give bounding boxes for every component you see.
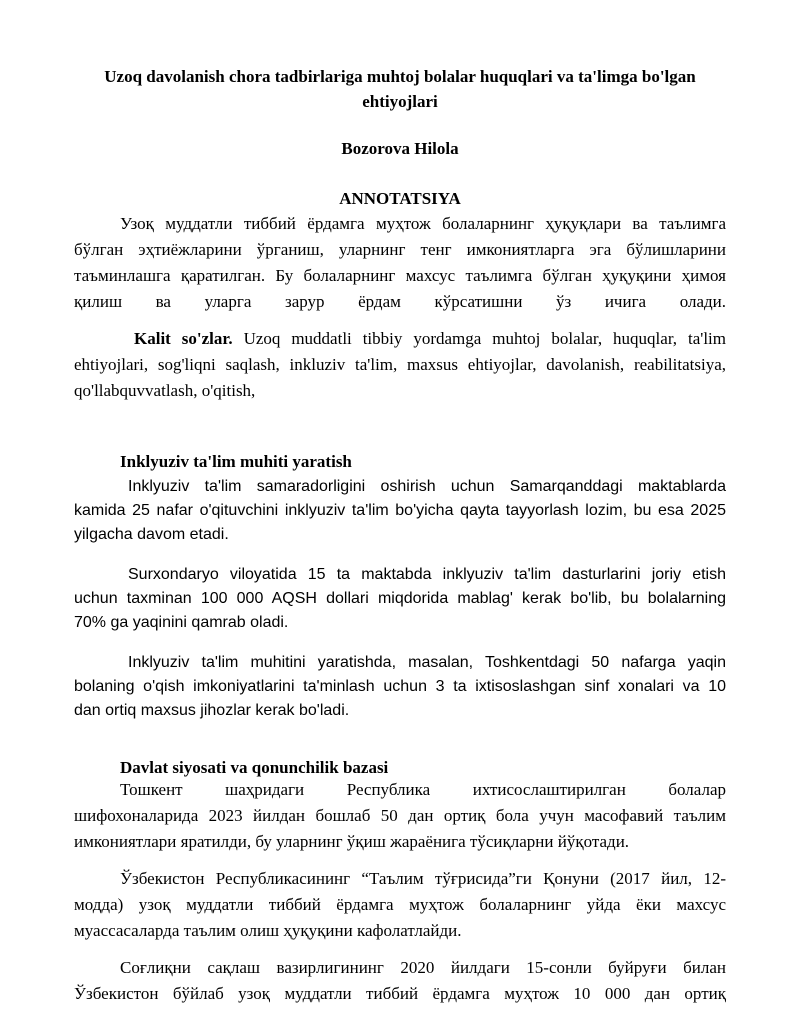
title-line-1: Uzoq davolanish chora tadbirlariga muhtoj bolalar huquqlari va ta'limga bo'lgan (104, 67, 696, 86)
paragraph-line: Inklyuziv ta'lim samaradorligini oshirish uchun Samarqanddagi maktablarda (128, 478, 726, 495)
paragraph-line: yilgacha davom etadi. (74, 526, 229, 543)
paragraph-line: шифохоналарида 2023 йилдан бошлаб 50 дан ортиқ бола учун масофавий таълим (74, 806, 726, 825)
section1-paragraph (74, 563, 726, 635)
paragraph-line: Тошкент шаҳридаги Республика ихтисослаштирилган болалар (120, 780, 726, 799)
section1-paragraph (74, 475, 726, 547)
paragraph-line: kamida 25 nafar o'qituvchini inklyuziv ta'lim bo'yicha qayta tayyorlash lozim, bu esa 2025 (74, 502, 726, 519)
section2-paragraph (74, 866, 726, 944)
paragraph-line: dan ortiq maxsus jihozlar kerak bo'ladi. (74, 702, 350, 719)
keywords-line: ehtiyojlari, sog'liqni saqlash, inkluziv ta'lim, maxsus ehtiyojlar, davolanish, reabilitatsiya, (74, 355, 726, 374)
paragraph-line: Ўзбекистон бўйлаб узоқ муддатли тиббий ёрдамга муҳтож 10 000 дан ортиқ (74, 984, 726, 1003)
author-name: Bozorova Hilola (341, 139, 459, 158)
annotation-heading: ANNOTATSIYA (339, 189, 461, 208)
paragraph-line: муассасаларда таълим олиш ҳуқуқини кафолатлайди. (74, 921, 462, 940)
annotation-line: Узоқ муддатли тиббий ёрдамга муҳтож болаларнинг ҳуқуқлари ва таълимга (120, 214, 726, 233)
paragraph-line: Surxondaryo viloyatida 15 ta maktabda inklyuziv ta'lim dasturlarini joriy etish (128, 566, 726, 583)
section-heading-inclusive: Inklyuziv ta'lim muhiti yaratish (120, 452, 352, 471)
annotation-line: таъминлашга қаратилган. Бу болаларнинг махсус таълимга бўлган ҳуқуқини ҳимоя (74, 266, 726, 285)
keywords-line (74, 326, 726, 352)
keywords-paragraph (74, 326, 726, 404)
section2-paragraph (74, 777, 726, 855)
keywords-text: Uzoq muddatli tibbiy yordamga muhtoj bolalar, huquqlar, ta'lim (232, 329, 726, 348)
paragraph-line: Inklyuziv ta'lim muhitini yaratishda, masalan, Toshkentdagi 50 nafarga yaqin (128, 654, 726, 671)
paragraph-line: имкониятлари яратилди, бу уларнинг ўқиш жараёнига тўсиқларни йўқотади. (74, 832, 630, 851)
annotation-line: қилиш ва уларга зарур ёрдам кўрсатишни ўз ичига олади. (74, 292, 726, 311)
paragraph-line: bolaning o'qish imkoniyatlarini ta'minlash uchun 3 ta ixtisoslashgan sinf xonalari va 10 (74, 678, 726, 695)
document-title (60, 64, 740, 114)
section-heading-policy: Davlat siyosati va qonunchilik bazasi (120, 758, 389, 777)
paragraph-line: uchun taxminan 100 000 AQSH dollari miqdorida mablag' kerak bo'lib, bu bolalarning (74, 590, 726, 607)
paragraph-line: модда) узоқ муддатли тиббий ёрдамга муҳтож болаларнинг уйда ёки махсус (74, 895, 726, 914)
annotation-line: бўлган эҳтиёжларини ўрганиш, уларнинг тенг имкониятларга эга бўлишларини (74, 240, 726, 259)
keywords-line: qo'llabquvvatlash, o'qitish, (74, 381, 256, 400)
title-line-2: ehtiyojlari (362, 92, 438, 111)
section1-paragraph (74, 651, 726, 723)
keywords-label: Kalit so'zlar. (134, 329, 233, 348)
paragraph-line: 70% ga yaqinini qamrab oladi. (74, 614, 289, 631)
section2-paragraph (74, 955, 726, 1007)
paragraph-line: Соғлиқни сақлаш вазирлигининг 2020 йилдаги 15-сонли буйруғи билан (120, 958, 726, 977)
paragraph-line: Ўзбекистон Республикасининг “Таълим тўғрисида”ги Қонуни (2017 йил, 12- (120, 869, 726, 888)
annotation-paragraph (74, 211, 726, 315)
